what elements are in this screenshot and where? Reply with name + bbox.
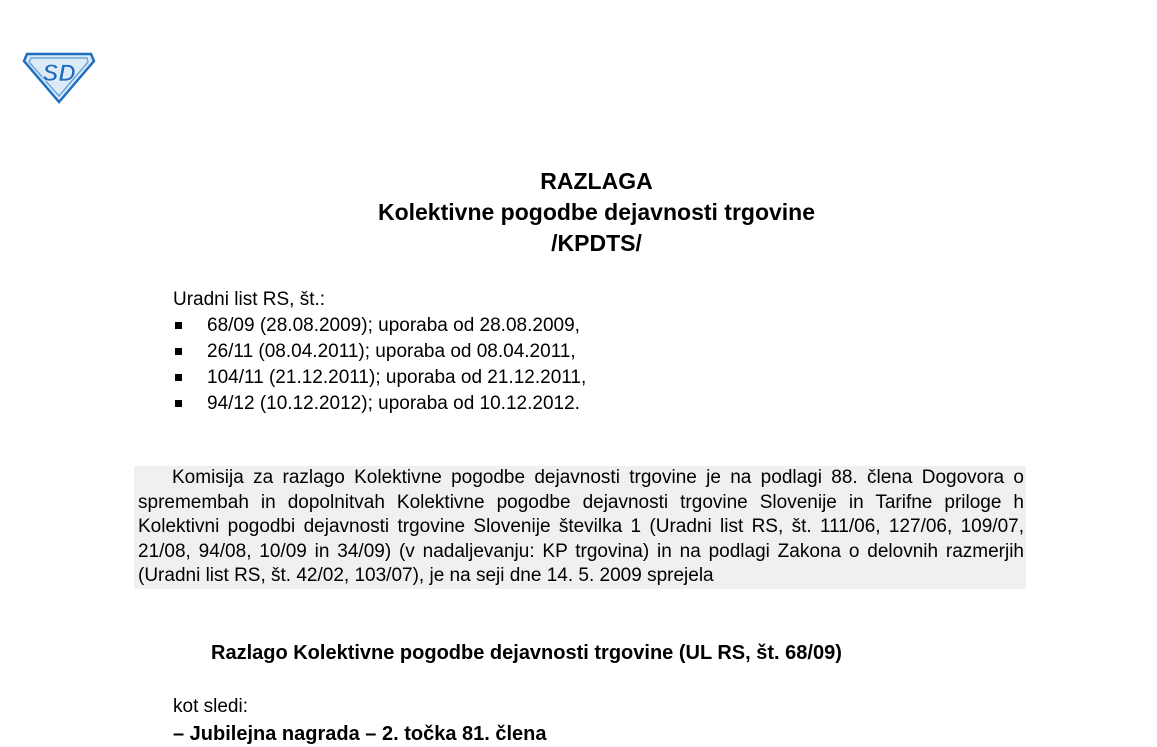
svg-text:SD: SD — [42, 60, 76, 87]
sd-logo-shield-icon — [22, 48, 96, 104]
first-item-heading: – Jubilejna nagrada – 2. točka 81. člena — [173, 723, 547, 745]
section-subtitle: Razlago Kolektivne pogodbe dejavnosti trgovine (UL RS, št. 68/09) — [211, 642, 842, 664]
gazette-item: 68/09 (28.08.2009); uporaba od 28.08.2009, — [173, 313, 586, 339]
title-line-3: /KPDTS/ — [551, 230, 642, 256]
gazette-item: 94/12 (10.12.2012); uporaba od 10.12.2012. — [173, 391, 586, 417]
bullet-icon — [175, 348, 182, 355]
document-title — [0, 166, 1157, 259]
gazette-references — [173, 287, 586, 417]
bullet-icon — [175, 374, 182, 381]
gazette-item: 26/11 (08.04.2011); uporaba od 08.04.2011, — [173, 339, 586, 365]
gazette-item: 104/11 (21.12.2011); uporaba od 21.12.2011, — [173, 365, 586, 391]
intro-paragraph: Komisija za razlago Kolektivne pogodbe dejavnosti trgovine je na podlagi 88. člena Dogovora o spremembah in dopolnitvah Kolektivne pogodbe dejavnosti trgovine Slovenije in Tarifne priloge h Kolektivni pogodbi dejavnosti trgovine Slovenije številka 1 (Uradni list RS, št. 111/06, 127/06, 109/07, 21/08, 94/08, 10/09 in 34/09) (v nadaljevanju: KP trgovina) in na podlagi Zakona o delovnih razmerjih (Uradni list RS, št. 42/02, 103/07), je na seji dne 14. 5. 2009 sprejela — [134, 466, 1026, 589]
bullet-icon — [175, 400, 182, 407]
gazette-list — [173, 313, 586, 417]
bullet-icon — [175, 322, 182, 329]
sd-logo — [22, 48, 96, 104]
title-line-1: RAZLAGA — [540, 168, 653, 194]
as-follows-text: kot sledi: — [173, 696, 248, 717]
gazette-label: Uradni list RS, št.: — [173, 289, 326, 310]
title-line-2: Kolektivne pogodbe dejavnosti trgovine — [377, 199, 816, 225]
